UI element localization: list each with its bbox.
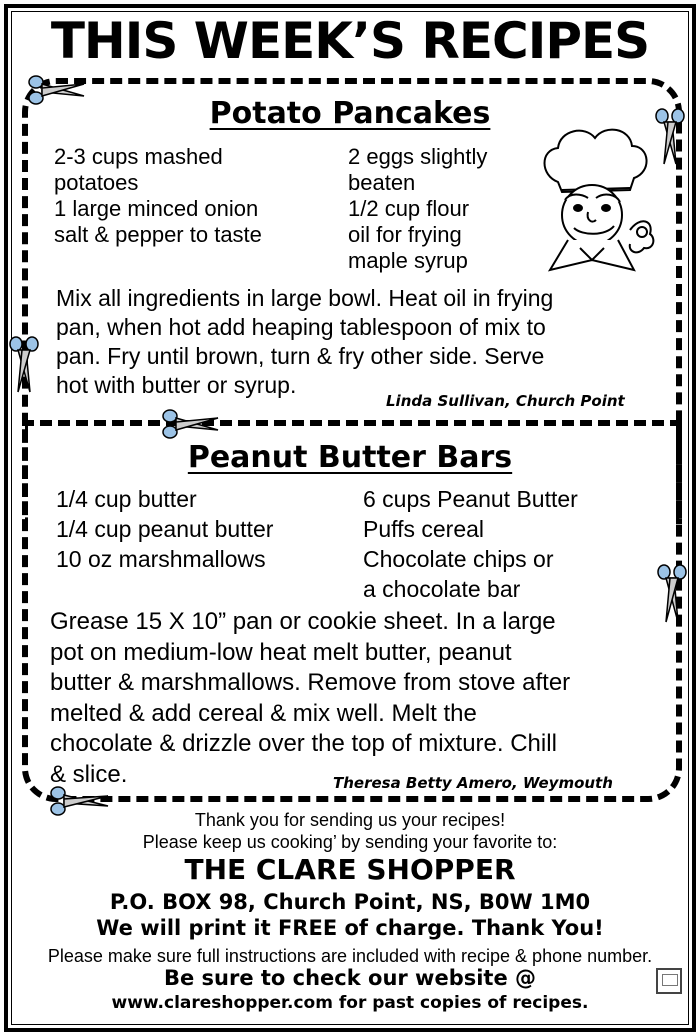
ingredients-left-1 — [54, 144, 262, 248]
ingredient: oil for frying — [348, 222, 462, 247]
ingredient: 2 eggs slightly — [348, 144, 488, 169]
recipe-title-peanut-butter-bars: Peanut Butter Bars — [187, 440, 513, 475]
scissors-icon — [652, 106, 688, 166]
ingredients-left-2 — [56, 484, 273, 574]
footer-keep-cooking: Please keep us cooking’ by sending your favorite to: — [142, 832, 558, 852]
footer-address: P.O. BOX 98, Church Point, NS, B0W 1M0 — [109, 890, 591, 914]
scissors-icon — [160, 406, 220, 442]
chef-illustration — [530, 120, 660, 275]
footer-thanks: Thank you for sending us your recipes! — [194, 810, 506, 830]
scissors-icon — [26, 72, 86, 108]
ingredient: potatoes — [54, 170, 139, 195]
ingredient: 2-3 cups mashed — [54, 144, 223, 169]
instruction-line: pan, when hot add heaping tablespoon of mix to — [56, 314, 546, 340]
ingredient: 6 cups Peanut Butter — [363, 486, 578, 512]
instruction-line: Mix all ingredients in large bowl. Heat oil in frying — [56, 285, 554, 311]
ingredient: 1/4 cup butter — [56, 486, 197, 512]
instructions-2 — [50, 607, 570, 790]
footer-instructions-note: Please make sure full instructions are included with recipe & phone number. — [47, 946, 653, 966]
ingredient: Chocolate chips or — [363, 546, 554, 572]
ingredient: maple syrup — [348, 248, 468, 273]
scissors-icon — [6, 334, 42, 394]
instructions-1 — [56, 284, 553, 400]
instruction-line: pot on medium-low heat melt butter, peanut — [50, 638, 512, 666]
ingredient: salt & pepper to taste — [54, 222, 262, 247]
instruction-line: hot with butter or syrup. — [56, 372, 297, 398]
credit-1: Linda Sullivan, Church Point — [386, 392, 625, 410]
instruction-line: chocolate & drizzle over the top of mixture. Chill — [50, 730, 557, 757]
credit-2: Theresa Betty Amero, Weymouth — [333, 774, 613, 792]
ingredient: 10 oz marshmallows — [56, 546, 266, 572]
instruction-line: Grease 15 X 10” pan or cookie sheet. In a large — [50, 608, 556, 635]
ingredient: 1 large minced onion — [54, 196, 259, 221]
page-icon — [656, 968, 682, 994]
ingredient: beaten — [348, 170, 416, 195]
ingredient: 1/4 cup peanut butter — [56, 516, 274, 542]
ingredient: 1/2 cup flour — [348, 196, 470, 221]
ingredients-right-1 — [348, 144, 487, 274]
page-title: THIS WEEK’S RECIPES — [50, 12, 650, 70]
ingredients-right-2 — [363, 484, 578, 604]
footer-publication: THE CLARE SHOPPER — [184, 853, 516, 886]
ingredient: a chocolate bar — [363, 576, 521, 602]
scissors-icon — [654, 562, 690, 624]
footer-free: We will print it FREE of charge. Thank You! — [96, 916, 604, 940]
instruction-line: butter & marshmallows. Remove from stove after — [50, 669, 571, 696]
instruction-line: melted & add cereal & mix well. Melt the — [50, 699, 477, 727]
instruction-line: & slice. — [50, 760, 128, 788]
recipe-title-potato-pancakes: Potato Pancakes — [209, 96, 491, 131]
footer-website-link[interactable]: www.clareshopper.com for past copies of recipes. — [111, 993, 589, 1013]
ingredient: Puffs cereal — [363, 516, 485, 542]
instruction-line: pan. Fry until brown, turn & fry other side. Serve — [56, 343, 545, 369]
footer-website-prompt: Be sure to check our website @ — [163, 966, 537, 990]
